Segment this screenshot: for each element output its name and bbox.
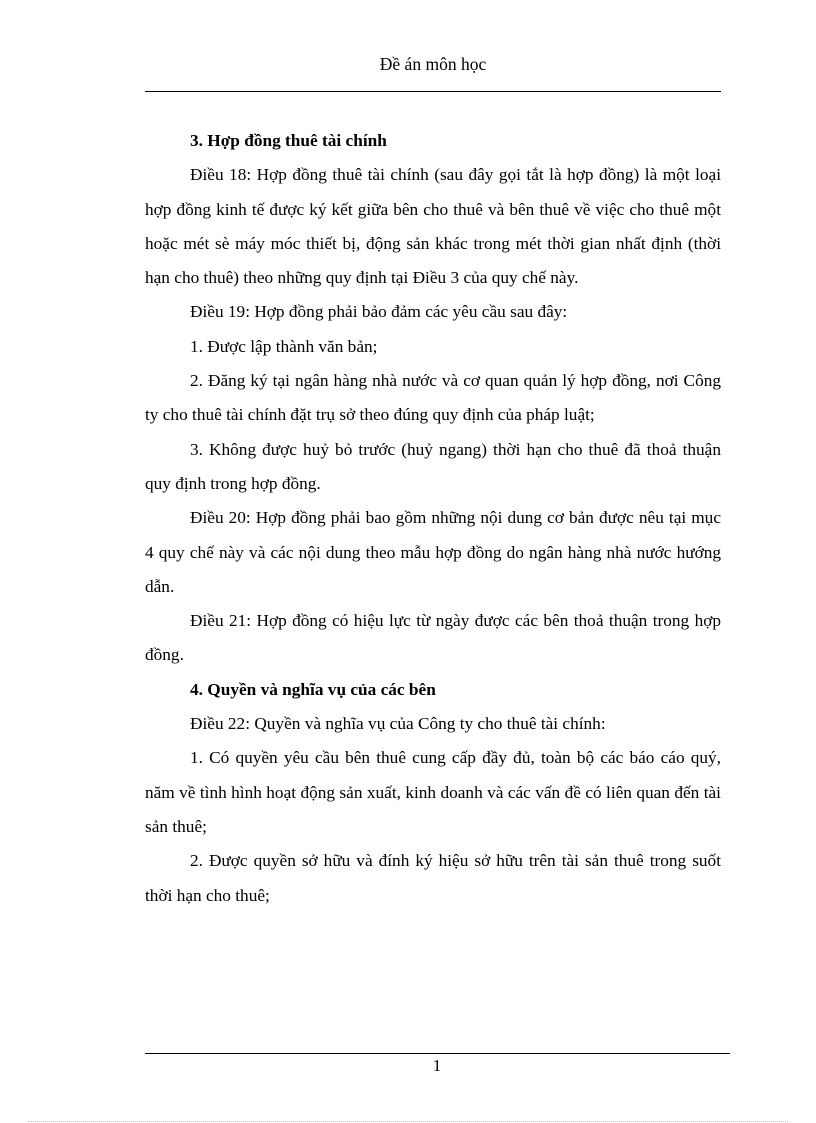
footer-divider <box>145 1053 730 1054</box>
paragraph-item-3: 3. Không được huỷ bỏ trước (huỷ ngang) thời hạn cho thuê đã thoả thuận quy định trong hợp đồng. <box>145 439 721 493</box>
paragraph-article-19: Điều 19: Hợp đồng phải bảo đảm các yêu cầu sau đây: <box>190 302 568 322</box>
paragraph-article-21: Điều 21: Hợp đồng có hiệu lực từ ngày được các bên thoả thuận trong hợp đồng. <box>145 611 721 665</box>
paragraph-article-20: Điều 20: Hợp đồng phải bao gồm những nội dung cơ bản được nêu tại mục 4 quy chế này và các nội dung theo mẫu hợp đồng do ngân hàng nhà nước hướng dẫn. <box>145 508 721 596</box>
section-heading-4: 4. Quyền và nghĩa vụ của các bên <box>190 679 436 699</box>
header-divider <box>145 91 721 92</box>
paragraph-article-18: Điều 18: Hợp đồng thuê tài chính (sau đây gọi tắt là hợp đồng) là một loại hợp đồng kinh tế được ký kết giữa bên cho thuê và bên thuê về việc cho thuê một hoặc mét sè máy móc thiết bị, động sản khác trong mét thời gian nhất định (thời hạn cho thuê) theo những quy định tại Điều 3 của quy chế này. <box>145 165 721 288</box>
paragraph-article-22: Điều 22: Quyền và nghĩa vụ của Công ty cho thuê tài chính: <box>190 714 606 734</box>
section-heading-3: 3. Hợp đồng thuê tài chính <box>190 131 387 150</box>
document-body <box>145 124 721 913</box>
paragraph-right-1: 1. Có quyền yêu cầu bên thuê cung cấp đầy đủ, toàn bộ các báo cáo quý, năm về tình hình hoạt động sản xuất, kinh doanh và các vấn đề có liên quan đến tài sản thuê; <box>145 748 721 836</box>
paragraph-item-2: 2. Đăng ký tại ngân hàng nhà nước và cơ quan quản lý hợp đồng, nơi Công ty cho thuê tài chính đặt trụ sở theo đúng quy định của pháp luật; <box>145 371 721 425</box>
paragraph-item-1: 1. Được lập thành văn bản; <box>190 336 378 356</box>
page-bottom-border <box>28 1121 788 1122</box>
paragraph-right-2: 2. Được quyền sở hữu và đính ký hiệu sở hữu trên tài sản thuê trong suốt thời hạn cho thuê; <box>145 851 721 905</box>
page-header-title: Đề án môn học <box>379 54 487 74</box>
page-number: 1 <box>432 1056 442 1075</box>
